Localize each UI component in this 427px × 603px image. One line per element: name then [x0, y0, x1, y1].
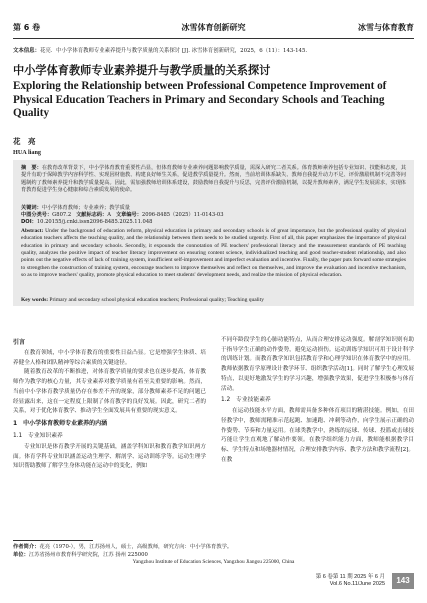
- footnote-unit-en: Yangzhou Institute of Education Sciences, Yangzhou Jiangsu 225000, China: [132, 559, 295, 566]
- article-title-en: Exploring the Relationship between Professional Competence Improvement of Physical Education Teachers in Primary and Secondary Schools and Teaching Quality: [13, 80, 387, 119]
- header-rule: [13, 38, 414, 39]
- classification-line: [21, 212, 406, 219]
- intro-paragraph-1: 在教育领域，中小学体育教育的重要性日益凸显。它是增强学生体质、培养健全人格和团队精神等综合素质的关键途径。: [13, 350, 206, 366]
- author-name-cn: 花 亮: [13, 137, 36, 146]
- section-1-2-heading: 1.2 专业技能素养: [221, 397, 271, 404]
- intro-paragraph-2: 随着教育改革的不断推进，对体育教学质量的要求也在逐步提高，体育教师作为教学的核心力量，其专业素养对教学质量有着至关重要的影响。然而，当前中小学体育教学质量仍存在参差不齐的现象，部分教师素养不足的问题已经显露出来，这在一定程度上限制了体育教学的良好发展。因此，研究二者的关系，对于优化体育教学、推动学生全面发展具有重要的现实意义。: [13, 369, 206, 415]
- keywords-cn: [21, 205, 406, 212]
- citation-text: 花亮．中小学体育教师专业素养提升与教学质量的关系探讨 [J]. 冰雪体育创新研究，2025，6（11）：143-145.: [39, 48, 308, 54]
- footnote-author-text: 花亮（1970-），男，江苏扬州人，硕士，高级教师，研究方向：中小学体育教学。: [39, 544, 233, 550]
- keywords-en: [21, 297, 406, 303]
- footnote-author: [13, 544, 414, 552]
- doc-code-value: A: [107, 212, 111, 218]
- footnote: [13, 544, 414, 567]
- page-number: 143: [392, 573, 414, 589]
- running-header: [13, 22, 414, 38]
- keywords-cn-text: 中小学体育教师；专业素养；教学质量: [41, 205, 130, 211]
- doi-line: [21, 219, 406, 226]
- issue-info: [273, 574, 385, 588]
- clc-value: G807.2: [52, 212, 72, 218]
- article-number-value: 2096-8485（2025）11-0143-03: [141, 212, 224, 218]
- abstract-cn: [21, 165, 406, 194]
- citation-info: [13, 47, 414, 55]
- doc-code-label: 文献标志码：: [76, 212, 108, 218]
- article-number-label: 文章编号：: [115, 212, 142, 218]
- keywords-en-label: Key words:: [21, 297, 49, 303]
- header-volume: 第 6 卷: [13, 23, 41, 32]
- page-footer: [273, 571, 414, 593]
- abstract-en: [21, 228, 406, 279]
- continued-paragraph: 不同年龄段学生的心肺功能特点，从而合理安排运动强度。解剖学知识则有助于指导学生正确的动作姿势，避免运动损伤。运动训练学知识可用于设计科学的训练计划。而教育教学知识包括教育学和心理学知识在体育教学中的应用。教师依据教育学原理设计教学环节、组织教学活动[1]。同时了解学生心理发展特点，以更好地激发学生的学习兴趣，增强教学效果，促进学生积极参与体育活动。: [221, 337, 414, 392]
- footnote-author-label: 作者简介：: [13, 544, 40, 550]
- article-title-cn: 中小学体育教师专业素养提升与教学质量的关系探讨: [13, 64, 271, 77]
- clc-label: 中图分类号：: [21, 212, 53, 218]
- abstract-en-label: Abstract:: [21, 228, 44, 234]
- abstract-en-text: Under the background of education reform, physical education in primary and secondary schools is of great importance, but the professional quality of physical education teachers affects the teaching quality, and the relationship between them needs to be studied urgently. First of all, this paper emphasizes the importance of physical education in primary and secondary schools. Secondly, it expounds the connotation of PE teachers' professional literacy and the measurement standards of PE teaching quality, analyzes the positive impact of teacher literacy improvement on ensuring content science, individualized teaching and good teacher-student relationship, and also points out the negative effects of lack of training system, insufficient self-improvement and imperfect evaluation and incentive. Finally, the paper puts forward some strategies to strengthen the construction of training system, encourage teachers to improve themselves and reflect on themselves, and improve the evaluation and incentive mechanism, so as to improve teachers' quality, promote physical education to meet students' development needs, and realize the mission of physical education.: [21, 228, 406, 279]
- author-name-en: HUA liang: [13, 149, 42, 156]
- header-section: 冰雪与体育教育: [358, 23, 414, 32]
- footnote-unit-label: 单位：: [13, 551, 29, 558]
- abstract-cn-label: 摘 要：: [21, 165, 42, 171]
- section-1-heading: 1 中小学体育教师专业素养的内涵: [13, 419, 108, 427]
- section-1-1-paragraph: 专业知识是体育教学开展的关键基础，涵盖学科知识和教育教学知识两方面。体育学科专业知识涵盖运动生理学、解剖学、运动训练学等。运动生理学知识帮助教师了解学生身体功能在运动中的变化，例如: [13, 443, 206, 470]
- issue-en: Vol.6 No.11/June 2025: [329, 581, 385, 587]
- header-journal-name: 冰雪体育创新研究: [181, 23, 246, 32]
- intro-heading: 引言: [13, 339, 26, 346]
- footnote-rule: [13, 540, 93, 541]
- body-column-left: [13, 336, 206, 472]
- section-1-1-heading: 1.1 专业知识素养: [13, 432, 63, 439]
- citation-label: 文本信息：: [13, 48, 40, 54]
- abstract-box: [13, 160, 414, 306]
- doi-label: DOI：: [21, 219, 37, 225]
- keywords-cn-label: 关键词：: [21, 205, 42, 211]
- abstract-cn-text: 在教育改革背景下，中小学体育教育重要性凸显，但体育教师专业素养问题影响教学质量，需深入研究二者关系。体育教师素养包括专业知识、技能和态度，其提升有助于保障教学内容科学性、实现因材施教、构建良好师生关系，促进教学质量提升。然而，当前培训体系缺失、教师自我提升动力不足、评价激励机制不完善等问题制约了教师素养提升和教学质量提高。因此，需加强教师培训体系建设，鼓励教师自我提升与反思，完善评价激励机制，以提升教师素养，满足学生发展需求，实现体育教育促进学生身心健康和综合素质发展的使命。: [21, 165, 406, 193]
- keywords-en-text: Primary and secondary school physical education teachers; Professional quality; Teaching quality: [49, 297, 264, 303]
- doi-value: 10.20155/j.cnki.issn2096-8485.2025.11.048: [36, 219, 153, 225]
- section-1-2-paragraph: 在运动技能水平方面，教师需具备多种体育项目的精湛技能。例如，在田径教学中，教师需精准示范起跑、加速跑、冲刺等动作，向学生展示正确的动作姿势、节奏和力量运用。在球类教学中，熟练的运球、传球、投篮或击球技巧能让学生直观地了解动作要领。在教学组织能力方面，教师能根据教学目标、学生特点和场地器材情况，合理安排教学内容、教学方法和教学流程[2]。在教: [221, 408, 414, 463]
- issue-cn: 第 6 卷第 11 期 2025 年 6 月: [315, 574, 385, 580]
- body-column-right: [221, 336, 414, 465]
- footnote-unit-text: 江苏省扬州市教育科学研究院，江苏 扬州 225000: [28, 551, 148, 558]
